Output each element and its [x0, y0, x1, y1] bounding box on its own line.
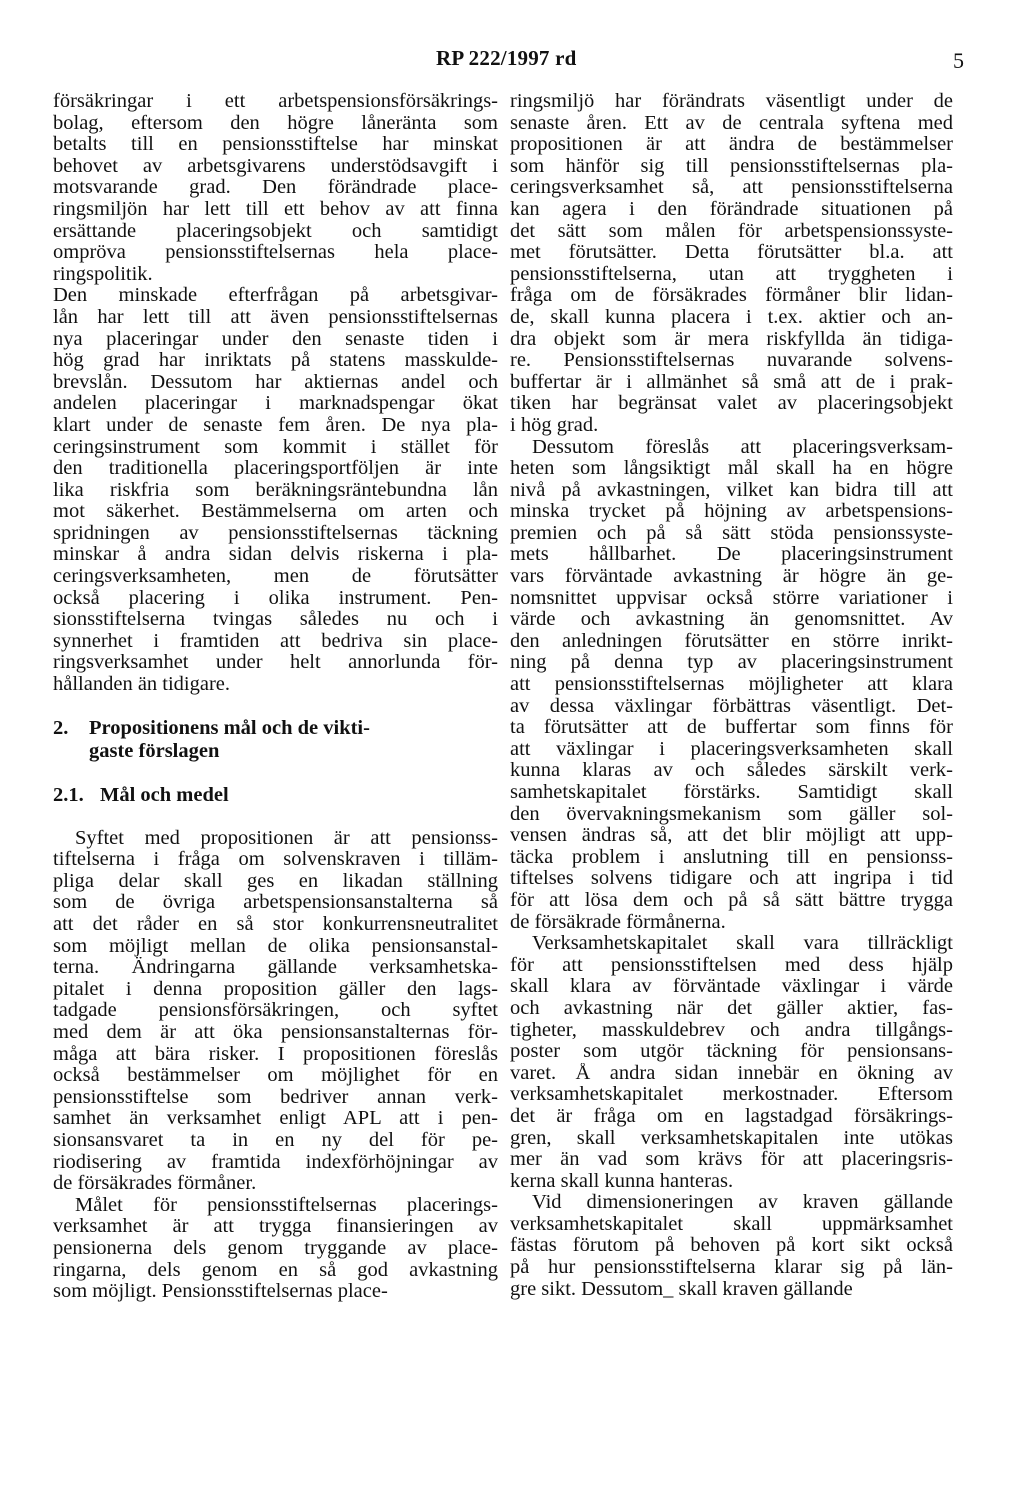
text-line: gren, skall verksamhetskapitalen inte utökas: [510, 1127, 953, 1149]
text-line: andelen placeringar i marknadspengar ökat: [53, 393, 498, 415]
text-line: ringarna, dels genom en så god avkastning: [53, 1259, 498, 1281]
text-line: tadgade pensionsförsäkringen, och syftet: [53, 1000, 498, 1022]
text-line: fästas förutom på behoven på kort sikt också: [510, 1235, 953, 1257]
text-line: heten som långsiktigt mål skall ha en högre: [510, 458, 953, 480]
text-line: terna. Ändringarna gällande verksamhetska-: [53, 957, 498, 979]
text-line: och avkastning när det gäller aktier, fas-: [510, 997, 953, 1019]
text-line: samhet än verksamhet enligt APL att i pen-: [53, 1108, 498, 1130]
text-line: de försäkrades förmåner.: [53, 1173, 257, 1195]
text-line: riodisering av framtida indexförhöjningar av: [53, 1151, 498, 1173]
text-line: i hög grad.: [510, 414, 599, 436]
text-line: ringsmiljö har förändrats väsentligt under de: [510, 91, 953, 112]
text-line: betalts till en pensionsstiftelse har minskat: [53, 134, 498, 156]
text-line: Vid dimensioneringen av kraven gällande: [532, 1192, 953, 1214]
text-line: pensionsstiftelse som bedriver annan verk-: [53, 1086, 498, 1108]
text-line: behovet av arbetsgivarens understödsavgift i: [53, 155, 498, 177]
section-heading-2: [53, 717, 498, 763]
text-line: Verksamhetskapitalet skall vara tillräckligt: [532, 933, 953, 955]
text-line: den anledningen förutsätter en större inrikt-: [510, 630, 953, 652]
text-line: propositionen är att ändra de bestämmelser: [510, 134, 953, 156]
text-line: dra objekt som är mera riskfyllda än tidiga-: [510, 328, 953, 350]
text-line: verksamhet är att trygga finansieringen av: [53, 1216, 498, 1238]
text-line: Målet för pensionsstiftelsernas placerings-: [75, 1194, 498, 1216]
text-line: mer än vad som krävs för att placeringsris-: [510, 1149, 953, 1171]
section-heading-2-1: [53, 784, 498, 807]
paragraph: [53, 285, 498, 695]
text-line: hållanden än tidigare.: [53, 674, 231, 696]
text-line: pliga delar skall ges en likadan ställning: [53, 870, 498, 892]
text-line: också bestämmelser om möjlighet för en: [53, 1065, 498, 1087]
text-line: sionsansvaret ta in en ny del för pe-: [53, 1129, 498, 1151]
text-line: poster som utgör täckning för pensionsans-: [510, 1041, 953, 1063]
page-header: [0, 46, 1024, 76]
text-line: ringsmiljön har lett till ett behov av att finna: [53, 198, 498, 220]
text-line: minska trycket på höjning av arbetspensions-: [510, 501, 953, 523]
text-line: de, skall kunna placera i t.ex. aktier och an-: [510, 306, 953, 328]
text-line: att det råder en så stor konkurrensneutralitet: [53, 914, 498, 935]
text-line: värde och avkastning än genomsnittet. Av: [510, 609, 953, 631]
text-line: tigheter, masskuldebrev och andra tillgångs-: [510, 1019, 953, 1041]
text-line: som hänför sig till pensionsstiftelsernas pla-: [510, 155, 953, 177]
text-line: senaste åren. Ett av de centrala syftena med: [510, 112, 953, 134]
text-line: gre sikt. Dessutom_ skall kraven gällande: [510, 1278, 853, 1300]
text-line: vars förväntade avkastning är högre än ge-: [510, 566, 953, 588]
text-line: lån har lett till att även pensionsstiftelsernas: [53, 306, 498, 328]
text-line: för att lösa dem och på så sätt bättre trygga: [510, 889, 953, 911]
text-line: också placering i olika instrument. Pen-: [53, 587, 498, 609]
text-line: den traditionella placeringsportföljen är inte: [53, 458, 498, 480]
text-line: sionsstiftelserna tvingas således nu och i: [53, 609, 498, 631]
text-line: pensionsstiftelserna, utan att tryggheten i: [510, 263, 953, 285]
text-line: nya placeringar under den senaste tiden i: [53, 328, 498, 350]
section-title: Mål och medel: [100, 783, 229, 806]
text-line: varet. Å andra sidan innebär en ökning av: [510, 1062, 953, 1084]
text-line: samhetskapitalet förstärks. Samtidigt skall: [510, 782, 953, 803]
text-line: måga att bära risker. I propositionen föreslås: [53, 1043, 498, 1065]
text-line: klart under de senaste fem åren. De nya pla-: [53, 414, 498, 436]
paragraph: [510, 437, 953, 934]
text-line: verksamhetskapitalet skall uppmärksamhet: [510, 1213, 953, 1235]
section-title: Propositionens mål och de vikti- gaste förslagen: [89, 716, 370, 762]
text-line: med dem är att öka pensionsanstalternas för-: [53, 1021, 498, 1043]
text-line: som de övriga arbetspensionsanstalterna så: [53, 892, 498, 914]
text-line: nivå på avkastningen, vilket kan bidra till att: [510, 479, 953, 501]
document-reference: RP 222/1997 rd: [436, 46, 577, 70]
text-line: verksamhetskapitalet merkostnader. Eftersom: [510, 1084, 953, 1106]
text-line: tiftelserna i fråga om solvenskraven i tilläm-: [53, 849, 498, 871]
page-number: 5: [953, 48, 964, 73]
text-line: det är fråga om en lagstadgad försäkrings-: [510, 1105, 953, 1127]
text-line: ceringsverksamheten, men de förutsätter: [53, 566, 498, 588]
text-line: ringspolitik.: [53, 263, 153, 285]
text-line: Dessutom föreslås att placeringsverksam-: [532, 436, 953, 458]
text-line: försäkringar i ett arbetspensionsförsäkrings-: [53, 91, 498, 112]
text-line: ceringsinstrument som kommit i stället för: [53, 436, 498, 458]
paragraph: [53, 1195, 498, 1303]
text-line: premien och på så sätt stöda pensionssyste-: [510, 522, 953, 544]
text-line: re. Pensionsstiftelsernas nuvarande solvens-: [510, 350, 953, 372]
text-line: som möjligt. Pensionsstiftelsernas place-: [53, 1281, 388, 1303]
text-line: minskar å andra sidan delvis riskerna i pla-: [53, 544, 498, 566]
text-line: det sätt som målen för arbetspensionssyste-: [510, 220, 953, 242]
text-line: pensionerna dels genom tryggande av place-: [53, 1237, 498, 1259]
paragraph: [510, 933, 953, 1192]
section-number: 2.1.: [53, 783, 84, 806]
text-line: ompröva pensionsstiftelsernas hela place-: [53, 242, 498, 264]
text-line: buffertar är i allmänhet så små att de i prak-: [510, 371, 953, 393]
section-number: 2.: [53, 716, 69, 739]
text-line: de försäkrade förmånerna.: [510, 911, 726, 933]
text-line: spridningen av pensionsstiftelsernas täckning: [53, 522, 498, 544]
paragraph: [510, 91, 953, 437]
text-line: kan agera i den förändrade situationen på: [510, 198, 953, 220]
right-column: [510, 91, 953, 1300]
text-line: skall klara av förväntade växlingar i värde: [510, 976, 953, 998]
paragraph: [53, 91, 498, 285]
text-line: mot säkerhet. Bestämmelserna om arten och: [53, 501, 498, 523]
text-line: den övervakningsmekanism som gäller sol-: [510, 803, 953, 825]
text-line: pitalet i denna proposition gäller den lags-: [53, 978, 498, 1000]
text-line: täcka problem i anslutning till en pensionss-: [510, 846, 953, 868]
text-line: brevslån. Dessutom har aktiernas andel och: [53, 371, 498, 393]
text-line: att pensionsstiftelsernas möjligheter att klara: [510, 674, 953, 696]
text-line: tiken har begränsat valet av placeringsobjekt: [510, 393, 953, 415]
text-line: att växlingar i placeringsverksamheten skall: [510, 738, 953, 760]
text-line: kunna klaras av och således särskilt verk-: [510, 760, 953, 782]
text-line: motsvarande grad. Den förändrade place-: [53, 177, 498, 199]
text-line: ersättande placeringsobjekt och samtidigt: [53, 220, 498, 242]
text-line: synnerhet i framtiden att bedriva sin place-: [53, 630, 498, 652]
text-line: på hur pensionsstiftelserna klarar sig på län-: [510, 1257, 953, 1279]
text-line: kerna skall kunna hanteras.: [510, 1170, 734, 1192]
text-line: tiftelses solvens tidigare och att ingripa i tid: [510, 868, 953, 890]
text-line: hög grad har inriktats på statens masskulde-: [53, 350, 498, 372]
text-line: ringsverksamhet under helt annorlunda för-: [53, 652, 498, 674]
text-line: som möjligt mellan de olika pensionsanstal-: [53, 935, 498, 957]
text-line: för att pensionsstiftelsen med dess hjälp: [510, 954, 953, 976]
text-line: lika riskfria som beräkningsräntebundna lån: [53, 479, 498, 501]
text-line: mets hållbarhet. De placeringsinstrument: [510, 544, 953, 566]
text-line: nomsnittet uppvisar också större variationer i: [510, 587, 953, 609]
text-line: vensen ändras så, att det blir möjligt att upp-: [510, 825, 953, 847]
text-line: fråga om de försäkrades förmåner blir lidan-: [510, 285, 953, 307]
text-line: ta förutsätter att de buffertar som finns för: [510, 717, 953, 739]
paragraph: [53, 828, 498, 1195]
text-line: Den minskade efterfrågan på arbetsgivar-: [53, 285, 498, 307]
text-line: met förutsätter. Detta förutsätter bl.a. att: [510, 242, 953, 264]
left-column: [53, 91, 498, 1303]
text-line: Syftet med propositionen är att pensionss-: [75, 827, 498, 849]
text-line: ceringsverksamhet så, att pensionsstiftelserna: [510, 177, 953, 199]
text-line: bolag, eftersom den högre låneränta som: [53, 112, 498, 134]
text-line: av dessa växlingar förbättras väsentligt. Det-: [510, 695, 953, 717]
text-line: ning på denna typ av placeringsinstrument: [510, 652, 953, 674]
paragraph: [510, 1192, 953, 1300]
